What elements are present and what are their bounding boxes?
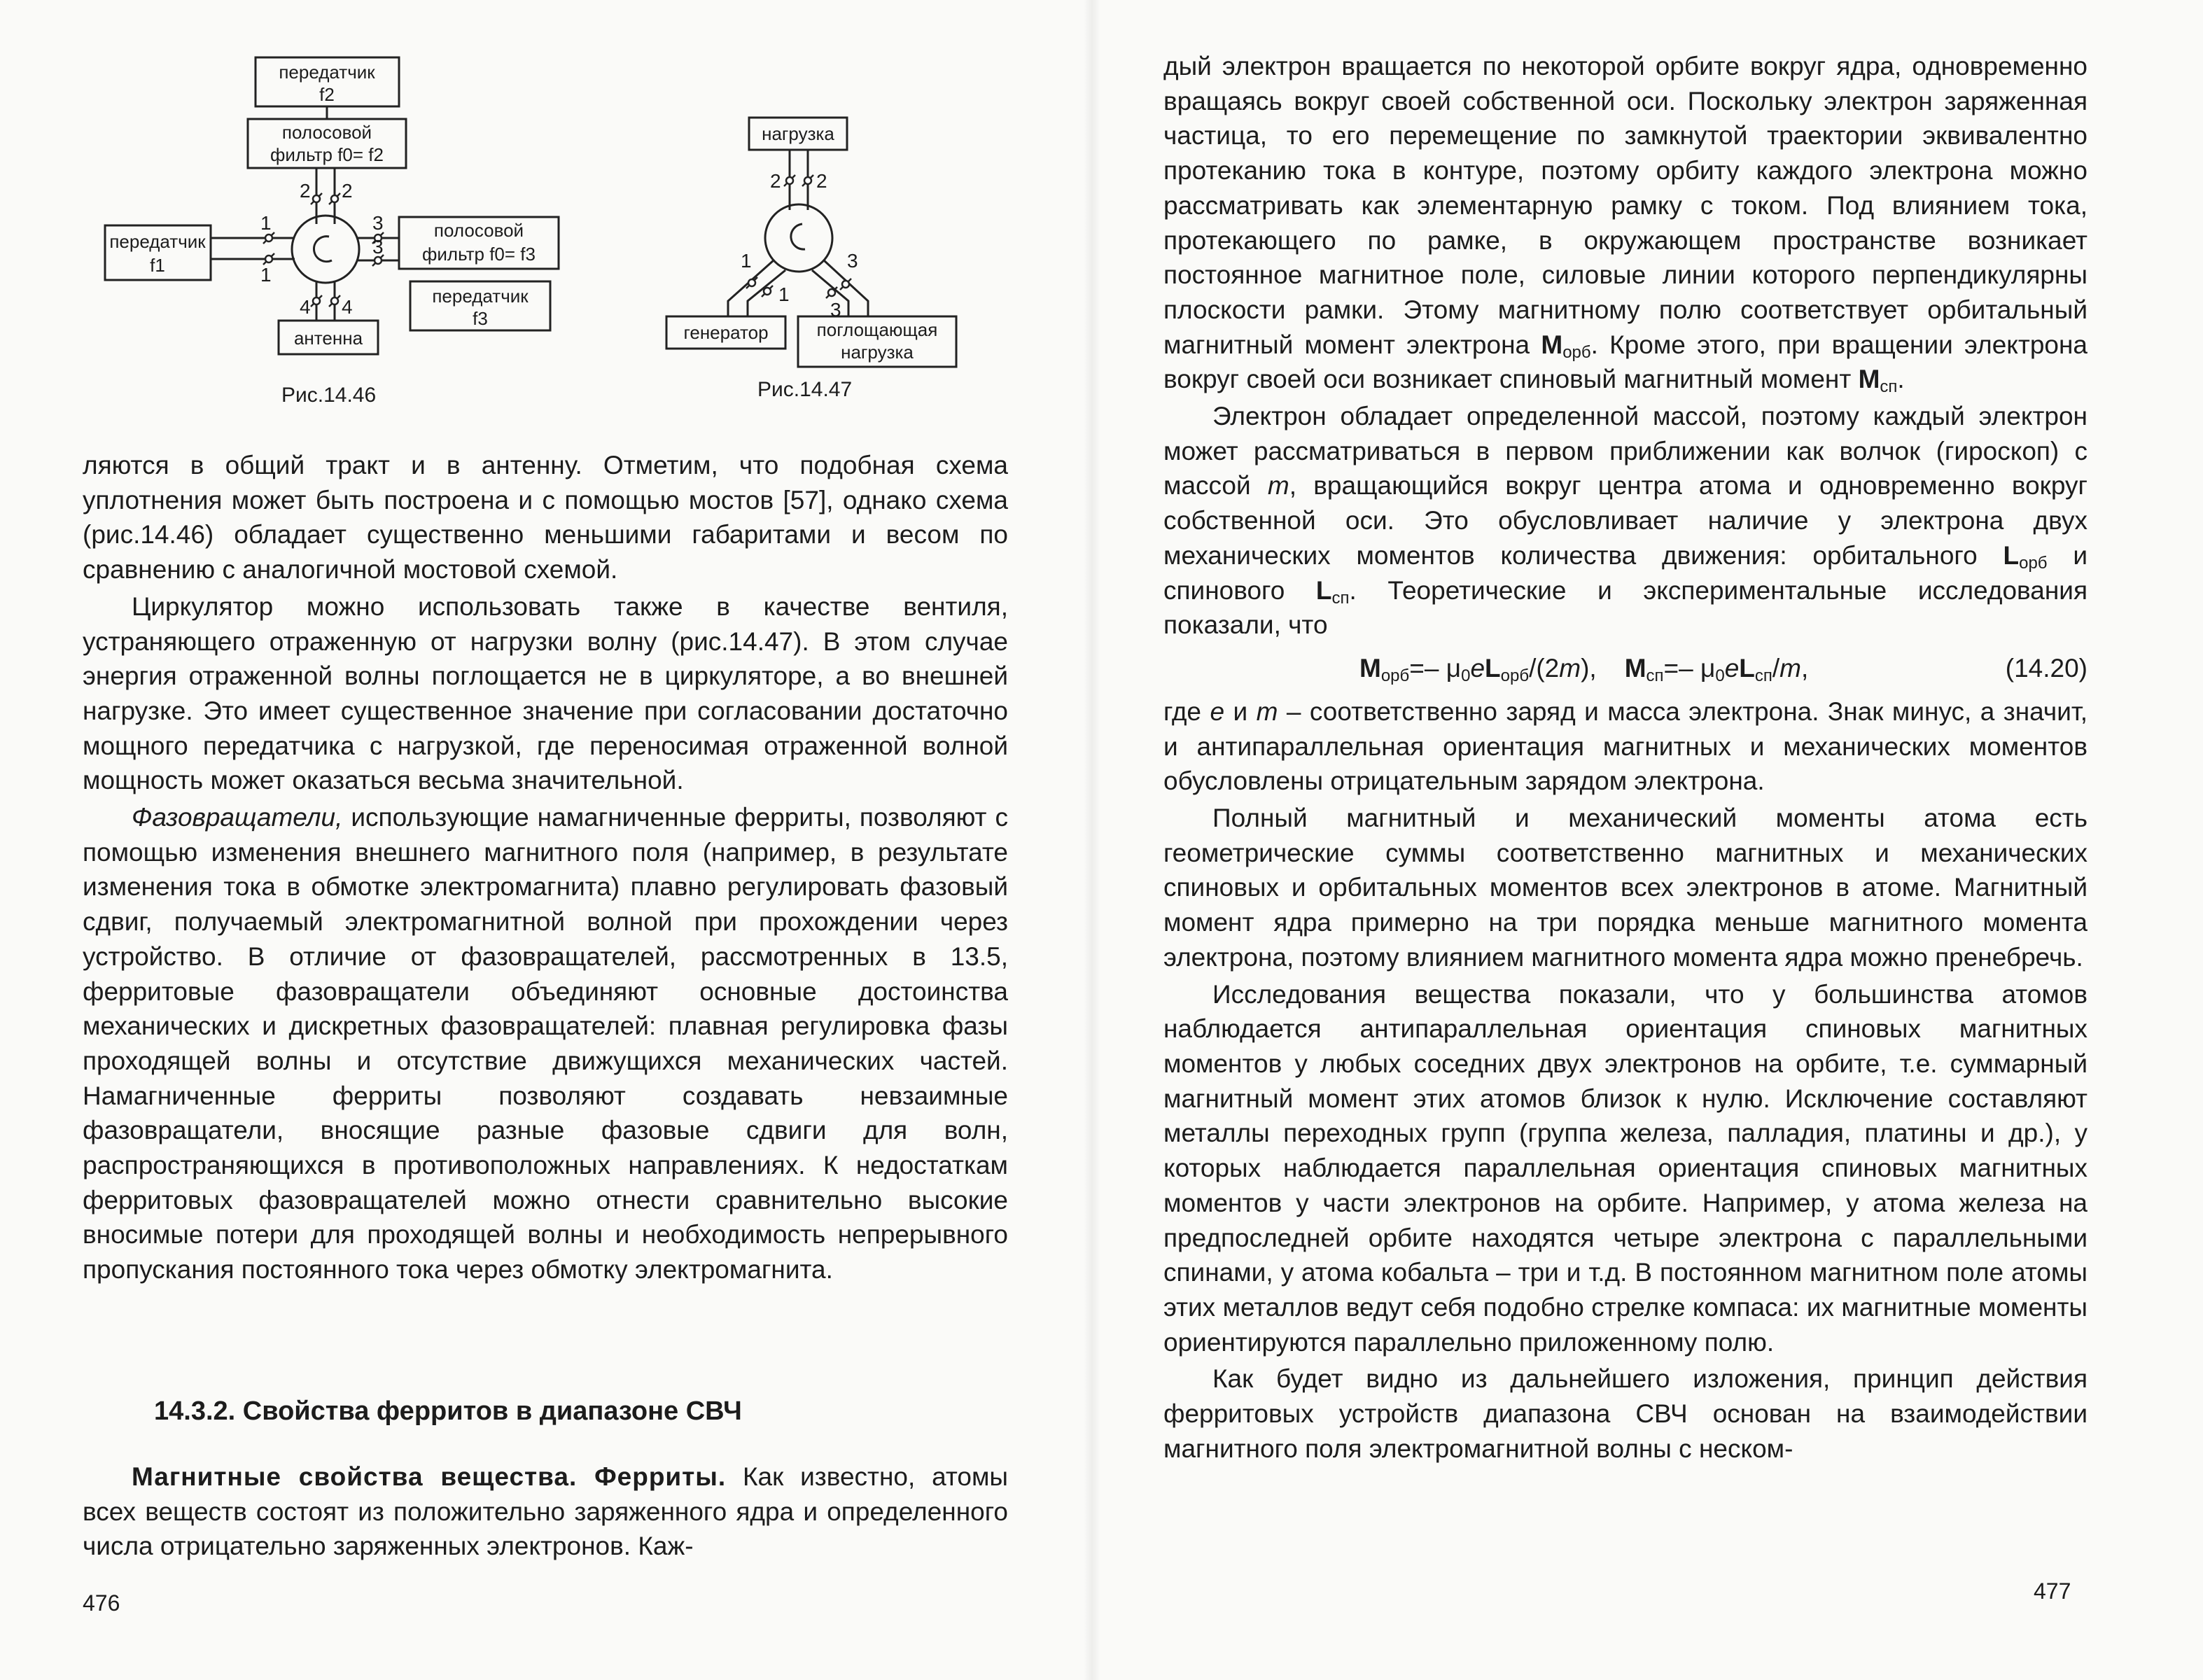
top-filter-label-2: фильтр f0= f2 <box>270 144 384 165</box>
eq-subscript: сп <box>1754 666 1772 685</box>
italic-term: Фазовращатели, <box>132 803 343 832</box>
eq-subscript: сп <box>1646 666 1664 685</box>
eq-part: /(2 <box>1529 653 1560 682</box>
left-transmitter-label-1: передатчик <box>109 231 206 252</box>
right-transmitter-label-2: f3 <box>473 308 488 329</box>
top-transmitter-label-1: передатчик <box>279 62 375 83</box>
port-number-4-right: 4 <box>342 296 353 318</box>
symbol-M: M <box>1858 365 1880 394</box>
subscript: орб <box>2019 553 2048 573</box>
eq-symbol: e <box>1724 653 1740 682</box>
paragraph <box>1163 694 2087 799</box>
text-run: где <box>1163 696 1210 726</box>
port-number-3-top: 3 <box>372 212 384 234</box>
eq-subscript: 0 <box>1461 666 1471 685</box>
eq-part: / <box>1772 653 1780 682</box>
eq-part: ), <box>1581 653 1597 682</box>
eq-subscript: 0 <box>1715 666 1725 685</box>
top-filter-label-1: полосовой <box>281 122 372 143</box>
symbol-L: L <box>2003 540 2020 570</box>
symbol-m: m <box>1256 696 1278 726</box>
port-number-1-top: 1 <box>741 250 752 272</box>
right-filter-label-1: полосовой <box>433 220 524 241</box>
run-in-heading: Магнитные свойства вещества. Ферриты. <box>132 1462 727 1491</box>
text-run: и <box>1224 696 1257 726</box>
paragraph <box>1163 399 2087 643</box>
load-label: нагрузка <box>762 123 834 144</box>
eq-symbol: M <box>1359 653 1381 682</box>
right-page-text <box>1163 49 2087 1466</box>
text-run: – соответственно заряд и масса электрона. Знак минус, а значит, и антипараллельная ориентация магнитных и механических моментов обусловлены отрицательным зарядом электрона. <box>1163 696 2088 796</box>
paragraph: Исследования вещества показали, что у большинства атомов наблюдается антипараллельная ориентация спиновых магнитных моментов у любых соседних двух электронов на орбите, т.е. суммарный магнитный момент этих атомов близок к нулю. Исключение составляют металлы переходных групп (группа железа, палладия, платины и др.), у которых наблюдается параллельная ориентация спиновых магнитных моментов у части электронов на орбите. Например, у атома железа на предпоследней орбите находятся четыре электрона с параллельными спинами, у атома кобальта – три и т.д. В постоянном магнитном поле атомы этих металлов ведут себя подобно стрелке компаса: их магнитные моменты ориентируются параллельно приложенному полю. <box>1163 979 2087 1357</box>
antenna-label: антенна <box>293 328 363 349</box>
eq-symbol: L <box>1485 653 1501 682</box>
text-run: . Кроме этого, при вращении электрона вокруг своей оси возникает спиновый магнитный момент <box>1163 330 2087 394</box>
eq-subscript: орб <box>1500 666 1530 685</box>
text-run: . Теоретические и экспериментальные исследования показали, что <box>1163 575 2087 640</box>
eq-symbol: m <box>1559 653 1581 682</box>
left-transmitter-label-2: f1 <box>150 255 165 276</box>
paragraph-text: использующие намагниченные ферриты, позволяют с помощью изменения внешнего магнитного поля (например, в результате изменения тока в обмотке электромагнита) плавно регулировать фазовый сдвиг, получаемый электромагнитной волной при прохождении через устройство. В отличие от фазовращателей, рассмотренных в 13.5, ферритовые фазовращатели объединяют основные достоинства механических и дискретных фазовращателей: плавная регулировка фазы проходящей волны и отсутствие движущихся механических частей. Намагниченные ферриты позволяют создавать невзаимные фазовращатели, вносящие разные фазовые сдвиги для волн, распространяющихся в противоположных направлениях. К недостаткам ферритовых фазовращателей можно отнести сравнительно высокие вносимые потери для проходящей волны и необходимость непрерывного пропускания постоянного тока через обмотку электромагнита. <box>83 803 1008 1284</box>
port-number-4-left: 4 <box>300 296 311 318</box>
paragraph: Как будет видно из дальнейшего изложения, принцип действия ферритовых устройств диапазона СВЧ основан на взаимодействии магнитного поля электромагнитной волны с неском- <box>1163 1364 2087 1463</box>
text-run: . <box>1897 365 1905 394</box>
generator-label: генератор <box>683 322 769 343</box>
symbol-L: L <box>1315 575 1332 605</box>
eq-symbol: m <box>1779 653 1801 682</box>
eq-subscript: орб <box>1380 666 1410 685</box>
equation-number: (14.20) <box>2005 653 2087 682</box>
port-number-2-left: 2 <box>770 170 781 192</box>
top-transmitter-label-2: f2 <box>319 84 335 105</box>
paragraph: Циркулятор можно использовать также в качестве вентиля, устраняющего отраженную от нагрузки волну (рис.14.47). В этом случае энергия отраженной волны поглощается не в циркуляторе, а во внешней нагрузке. Это имеет существенное значение при согласовании достаточно мощного передатчика с нагрузкой, где переносимая отраженной волной мощность может оказаться весьма значительной. <box>83 592 1008 795</box>
port-number-1-top: 1 <box>260 212 272 234</box>
port-number-3-bottom: 3 <box>372 236 384 258</box>
right-filter-label-2: фильтр f0= f3 <box>422 244 536 265</box>
eq-part: =– μ <box>1409 653 1462 682</box>
text-run: и спинового <box>1163 540 2087 605</box>
paragraph: ляются в общий тракт и в антенну. Отметим, что подобная схема уплотнения может быть построена и с помощью мостов [57], однако схема (рис.14.46) обладает существенно меньшими габаритами и весом по сравнению с аналогичной мостовой схемой. <box>83 451 1008 584</box>
paragraph: Полный магнитный и механический моменты атома есть геометрические суммы соответственно магнитных и механических спиновых и орбитальных моментов всех электронов в атоме. Магнитный момент ядра примерно на три порядка меньше магнитного момента электрона, поэтому влиянием магнитного момента ядра можно пренебречь. <box>1163 804 2087 972</box>
subscript: сп <box>1331 588 1350 608</box>
eq-symbol: e <box>1470 653 1485 682</box>
text-run: дый электрон вращается по некоторой орбите вокруг ядра, одновременно вращаясь вокруг своей собственной оси. Поскольку электрон заряженная частица, то его перемещение по замкнутой траектории эквивалентно протеканию тока в контуре, поэтому орбиту каждого электрона можно рассматривать как элементарную рамку с током. Под влиянием тока, протекающего по рамке, в окружающем пространстве возникает постоянное магнитное поле, силовые линии которого перпендикулярны плоскости рамки. Этому магнитному полю соответствует орбитальный магнитный момент электрона <box>1163 52 2087 359</box>
text-run: Электрон обладает определенной массой, поэтому каждый электрон может рассматриваться в первом приближении как волчок (гироскоп) с массой <box>1163 402 2087 500</box>
paragraph <box>1163 49 2087 397</box>
eq-part: , <box>1800 653 1809 682</box>
figure-14-46-caption: Рис.14.46 <box>281 384 377 407</box>
equation-14-20 <box>1163 651 2087 687</box>
text-run: , вращающийся вокруг центра атома и одновременно вокруг собственной оси. Это обусловливает наличие у электрона двух механических моментов количества движения: орбитального <box>1163 471 2087 570</box>
eq-symbol: M <box>1624 653 1646 682</box>
symbol-M: M <box>1541 330 1563 359</box>
port-number-1-bottom: 1 <box>778 284 790 305</box>
absorbing-load-label-1: поглощающая <box>816 319 938 340</box>
figure-14-47-caption: Рис.14.47 <box>757 378 853 401</box>
subscript: орб <box>1562 342 1591 362</box>
port-number-1-bottom: 1 <box>260 264 272 286</box>
absorbing-load-label-2: нагрузка <box>841 342 914 363</box>
paragraph-text: Как известно, атомы всех веществ состоят из положительно заряженного ядра и определенного числа отрицательно заряженных электронов. Каж- <box>83 1462 1008 1561</box>
subscript: сп <box>1880 377 1898 397</box>
eq-part: =– μ <box>1663 653 1716 682</box>
symbol-e: e <box>1210 696 1225 726</box>
right-transmitter-label-1: передатчик <box>432 286 529 307</box>
port-number-2-left: 2 <box>300 180 311 202</box>
symbol-m: m <box>1267 471 1289 500</box>
page-number: 477 <box>2034 1578 2071 1604</box>
port-number-2-right: 2 <box>342 180 353 202</box>
section-heading: 14.3.2. Свойства ферритов в диапазоне СВЧ <box>154 1396 742 1426</box>
port-number-3-top: 3 <box>847 250 858 272</box>
eq-symbol: L <box>1739 653 1755 682</box>
page-number: 476 <box>83 1590 120 1616</box>
port-number-2-right: 2 <box>816 170 827 192</box>
equation-body <box>1359 651 1808 686</box>
port-number-3-bottom: 3 <box>830 299 841 321</box>
